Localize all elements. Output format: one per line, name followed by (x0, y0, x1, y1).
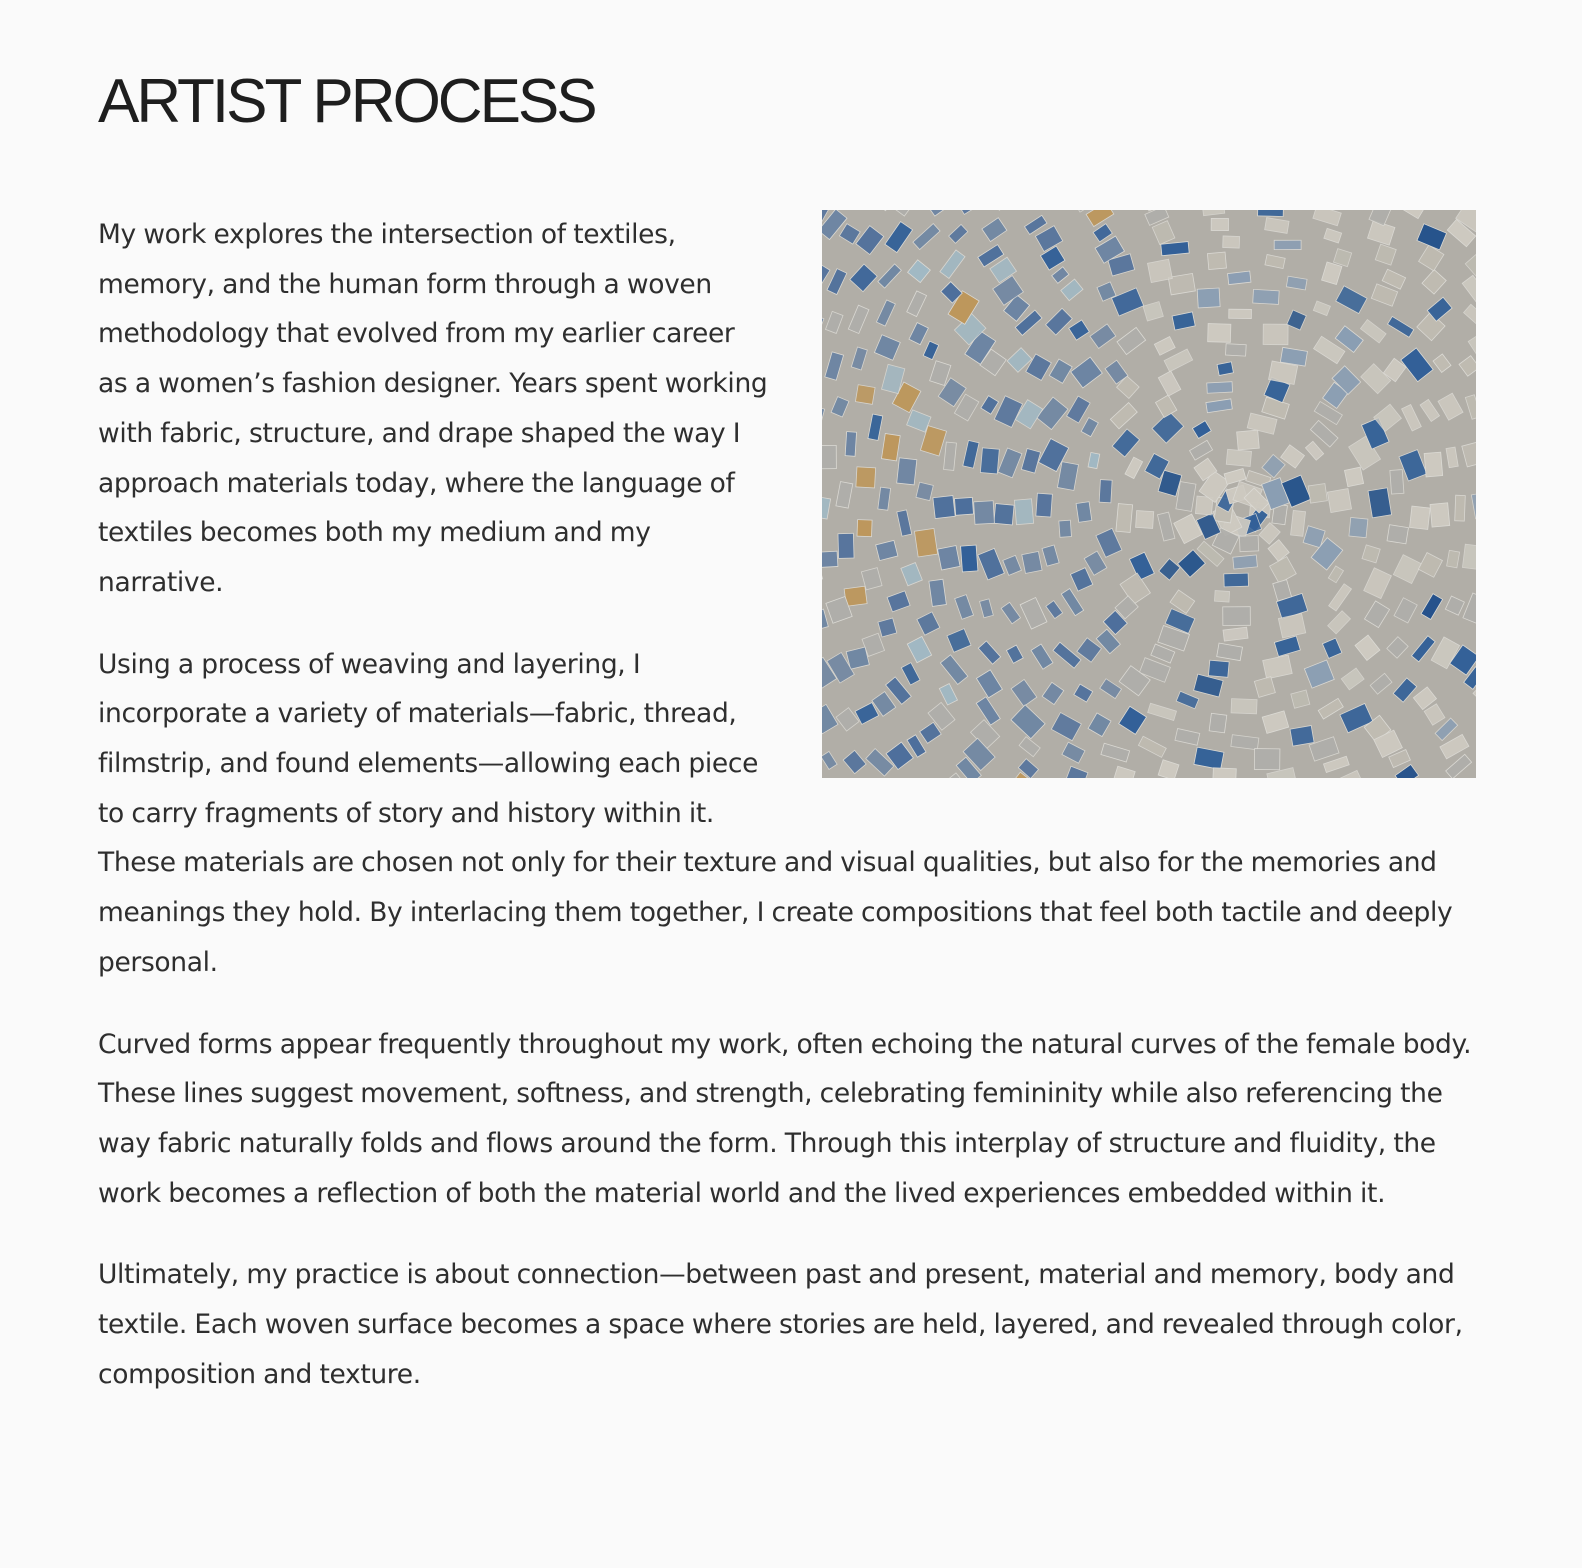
paragraph-3: Curved forms appear frequently throughout my work, often echoing the natural curves of the female body. These lines suggest movement, softness, and strength, celebrating femininity while also referencing the way fabric naturally folds and flows around the form. Through this interplay of structure and fluidity, the work becomes a reflection of both the material world and the lived experiences embedded within it. (98, 1028, 1472, 1209)
artist-statement (98, 210, 1476, 1399)
woven-artwork (822, 210, 1476, 778)
page-title: ARTIST PROCESS (98, 67, 595, 136)
paragraph-2: Using a process of weaving and layering, I incorporate a variety of materials—fabric, thread, filmstrip, and found elements—allowing each piece to carry fragments of story and history within it. These materials are chosen not only for their texture and visual qualities, but also for the memories and meanings they hold. By interlacing them together, I create compositions that feel both tactile and deeply personal. (98, 648, 1453, 978)
paragraph-1: My work explores the intersection of textiles, memory, and the human form through a woven methodology that evolved from my earlier career as a women’s fashion designer. Years spent working with fabric, structure, and drape shaped the way I approach materials today, where the language of textiles becomes both my medium and my narrative. (98, 219, 768, 598)
paragraph-4: Ultimately, my practice is about connection—between past and present, material and memory, body and textile. Each woven surface becomes a space where stories are held, layered, and revealed through color, composition and texture. (98, 1259, 1463, 1390)
artist-process-page (98, 0, 1476, 1431)
artwork-image (822, 210, 1476, 778)
